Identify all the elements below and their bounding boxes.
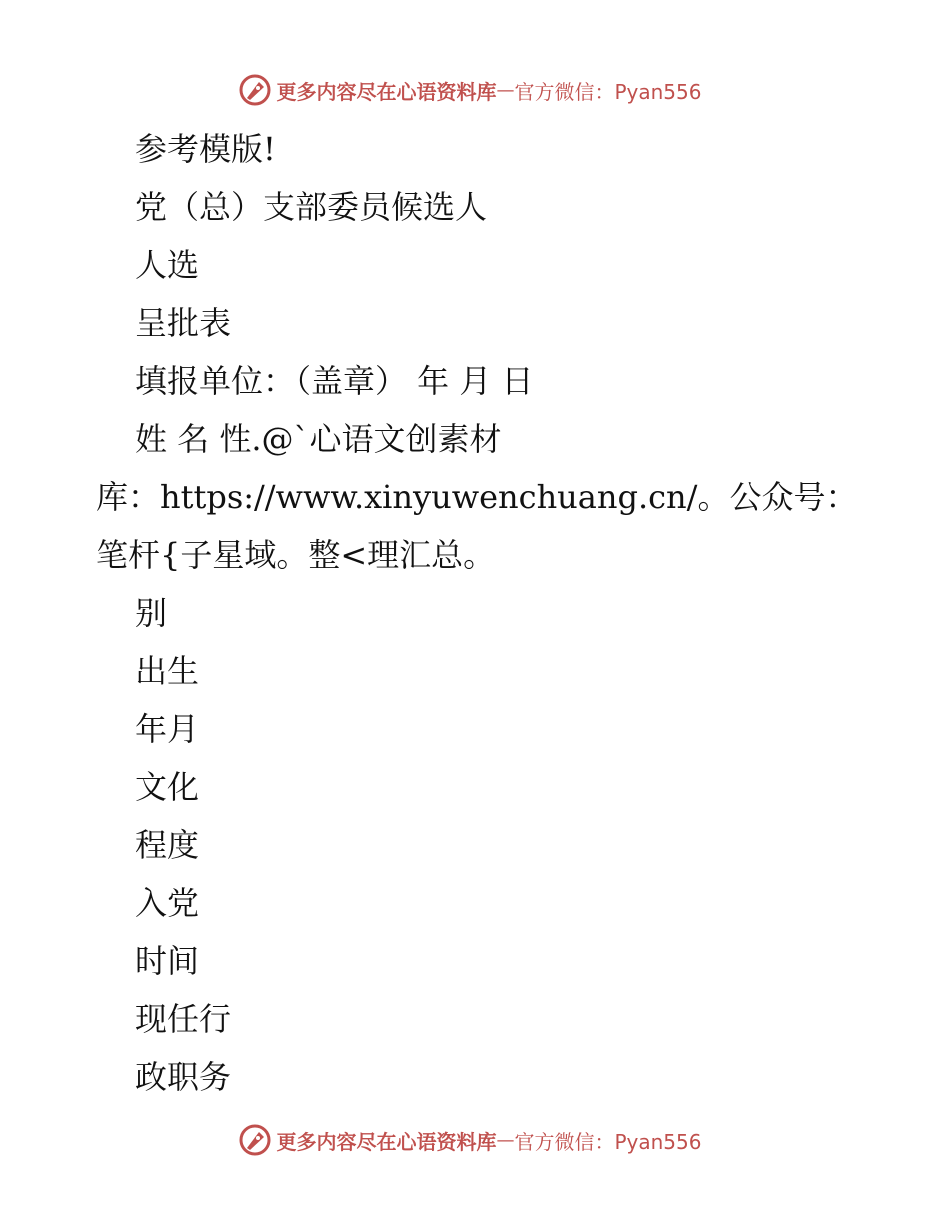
doc-line-field: 现任行 xyxy=(135,1000,232,1038)
pen-nib-logo-icon xyxy=(238,1123,272,1157)
doc-line-field: 程度 xyxy=(135,826,200,864)
doc-line-field: 文化 xyxy=(135,768,200,806)
doc-line-form-name: 呈批表 xyxy=(135,304,232,342)
doc-line-unit-date: 填报单位：（盖章） 年 月 日 xyxy=(135,362,534,400)
banner-separator: — xyxy=(496,79,515,101)
doc-line-source: 笔杆{子星域。整<理汇总。 xyxy=(96,536,496,574)
doc-line-title: 党（总）支部委员候选人 xyxy=(135,188,488,226)
doc-line-field: 出生 xyxy=(135,652,200,690)
doc-line-template-note: 参考模版! xyxy=(135,130,276,168)
pen-nib-logo-icon xyxy=(238,73,272,107)
banner-title: 更多内容尽在心语资料库 xyxy=(276,1129,497,1154)
doc-line-name-gender: 姓 名 性.@`心语文创素材 xyxy=(135,420,502,458)
banner-wechat: 官方微信：Pyan556 xyxy=(514,79,702,104)
header-watermark-banner xyxy=(0,70,950,110)
footer-watermark-banner xyxy=(0,1120,950,1160)
doc-line-field: 别 xyxy=(135,594,168,632)
banner-wechat: 官方微信：Pyan556 xyxy=(514,1129,702,1154)
doc-line-field: 政职务 xyxy=(135,1058,232,1096)
doc-line-field: 年月 xyxy=(135,710,200,748)
document-body xyxy=(0,120,950,1106)
doc-line-url: 库：https://www.xinyuwenchuang.cn/。公众号： xyxy=(96,478,858,516)
banner-title: 更多内容尽在心语资料库 xyxy=(276,79,497,104)
doc-line-subtitle: 人选 xyxy=(135,246,200,284)
doc-line-field: 时间 xyxy=(135,942,200,980)
banner-separator: — xyxy=(496,1129,515,1151)
doc-line-field: 入党 xyxy=(135,884,200,922)
